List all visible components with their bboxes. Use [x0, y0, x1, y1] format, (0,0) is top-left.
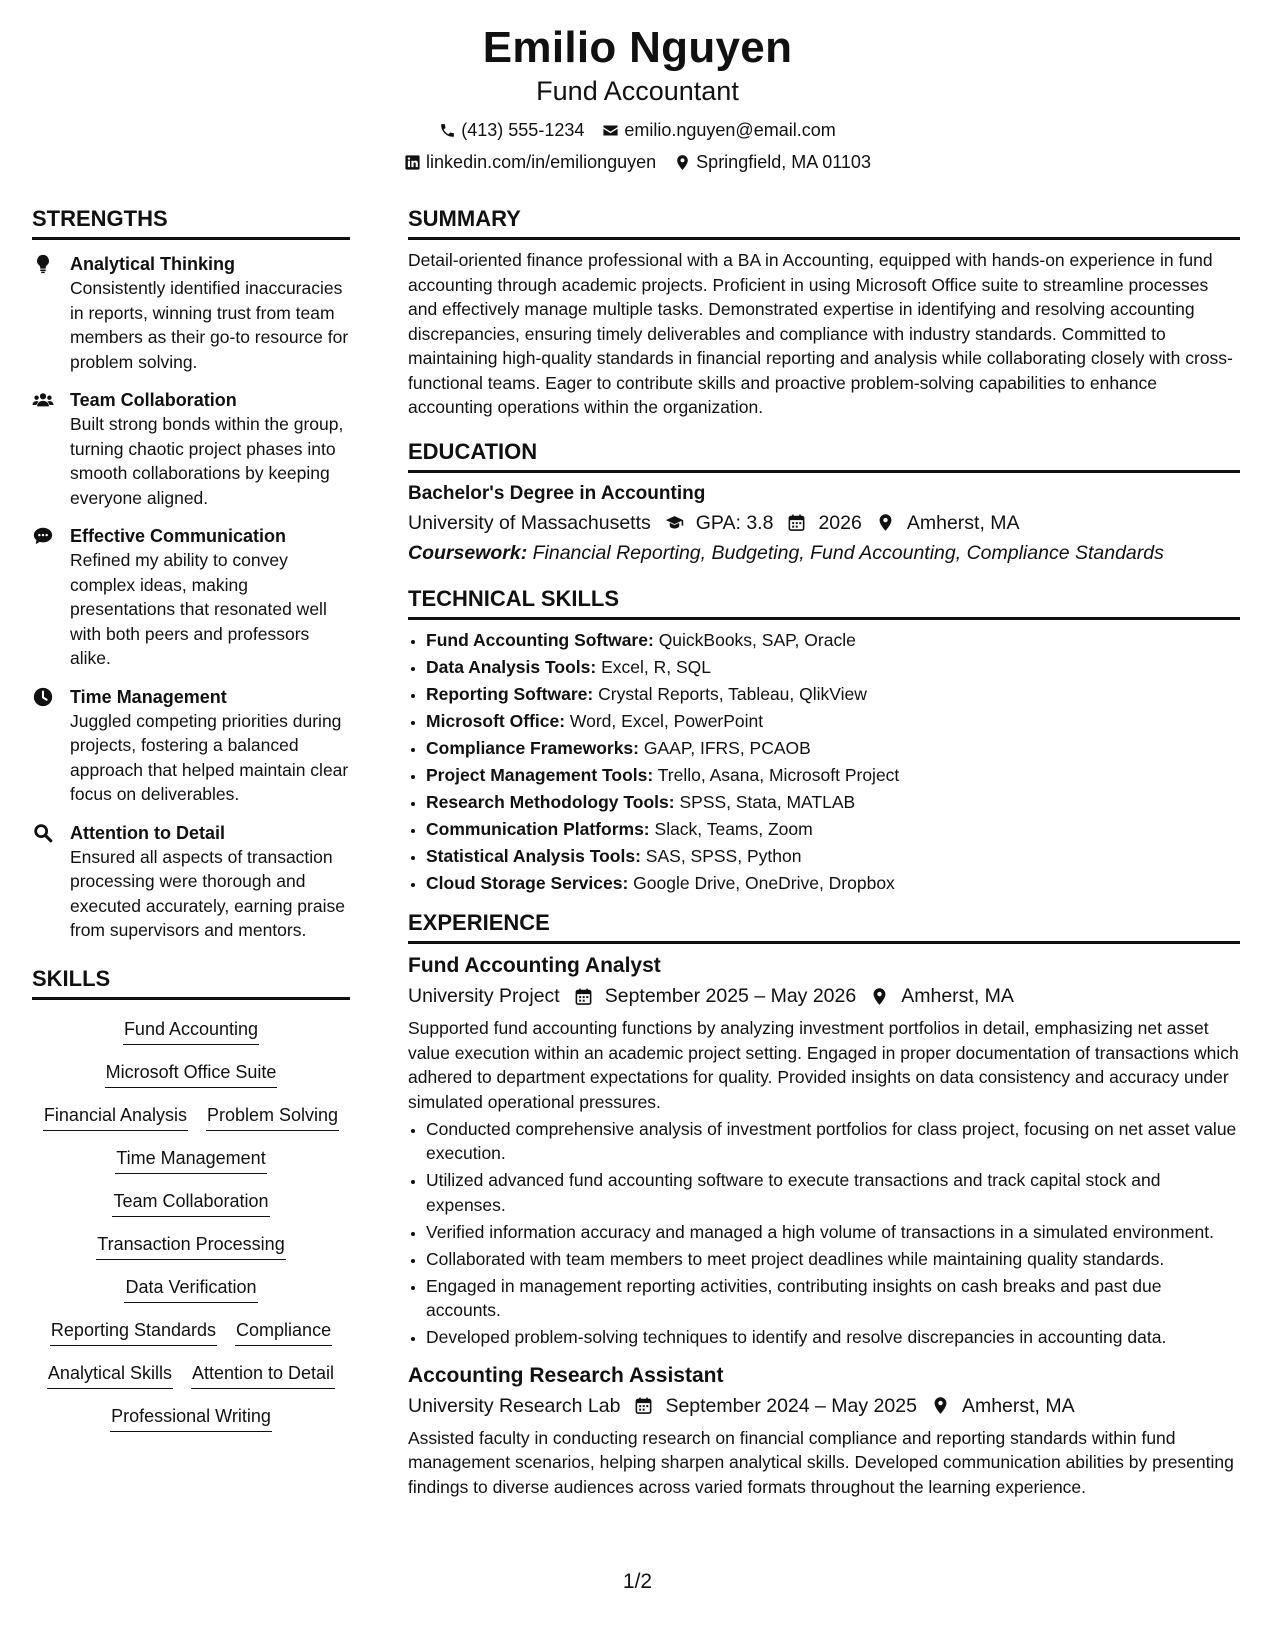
- strength-item: [32, 821, 350, 943]
- tech-skill-label: Data Analysis Tools:: [426, 656, 597, 677]
- skill-tag: Compliance: [235, 1319, 332, 1346]
- job-location: Amherst, MA: [961, 1394, 1075, 1417]
- list-item: [426, 628, 1240, 653]
- tech-skill-value: Slack, Teams, Zoom: [654, 818, 813, 839]
- tech-skill-value: Google Drive, OneDrive, Dropbox: [633, 872, 895, 893]
- skill-tag: Time Management: [115, 1147, 266, 1174]
- summary-heading: SUMMARY: [408, 205, 1240, 240]
- map-marker-icon: [674, 154, 691, 171]
- list-item: [426, 817, 1240, 842]
- list-item: [426, 709, 1240, 734]
- tech-skill-label: Project Management Tools:: [426, 764, 654, 785]
- contact-row-2: [0, 150, 1275, 174]
- comments-icon: [32, 525, 54, 547]
- skill-tags: [32, 1000, 350, 1432]
- skill-tag: Data Verification: [124, 1276, 257, 1303]
- strengths-heading: STRENGTHS: [32, 205, 350, 240]
- users-icon: [32, 389, 54, 411]
- tech-skill-label: Communication Platforms:: [426, 818, 650, 839]
- strength-item: [32, 388, 350, 510]
- right-column: [408, 205, 1240, 1499]
- job-dates: September 2024 – May 2025: [665, 1394, 917, 1417]
- skill-tag: Microsoft Office Suite: [105, 1061, 278, 1088]
- coursework-label: Coursework:: [408, 541, 528, 564]
- skill-tag: Attention to Detail: [191, 1362, 335, 1389]
- strength-title: Time Management: [70, 686, 227, 707]
- tech-skill-value: SPSS, Stata, MATLAB: [679, 791, 856, 812]
- clock-icon: [32, 686, 54, 708]
- graduation-cap-icon: [665, 513, 684, 532]
- strength-item: [32, 685, 350, 807]
- list-item: • Developed problem-solving techniques to identify and resolve discrepancies in accounting data.: [426, 1325, 1240, 1350]
- job-location: Amherst, MA: [901, 985, 1014, 1007]
- left-column: [32, 205, 350, 1432]
- tech-skill-value: QuickBooks, SAP, Oracle: [658, 629, 856, 650]
- list-item: • Verified information accuracy and managed a high volume of transactions in a simulated environment.: [426, 1220, 1240, 1245]
- skill-tag: Problem Solving: [206, 1104, 339, 1131]
- job-org: University Project: [408, 985, 560, 1007]
- job-description: Supported fund accounting functions by analyzing investment portfolios in detail, emphasizing net asset value execution within an academic project setting. Engaged in proper documentation of transactions which adhered to department expectations for quality. Provided insights on data consistency and accuracy under simulated operational pressures.: [408, 1018, 1239, 1112]
- location-contact: [674, 150, 871, 174]
- tech-skill-label: Compliance Frameworks:: [426, 737, 639, 758]
- strength-desc: Juggled competing priorities during projects, fostering a balanced approach that helped maintain clear focus on deliverables.: [70, 710, 349, 804]
- tech-skill-label: Cloud Storage Services:: [426, 872, 629, 893]
- coursework-list: Financial Reporting, Budgeting, Fund Accounting, Compliance Standards: [532, 541, 1164, 564]
- strength-title: Team Collaboration: [70, 390, 237, 410]
- gpa-text: GPA: 3.8: [695, 511, 774, 534]
- list-item: • Utilized advanced fund accounting software to execute transactions and track capital stock and expenses.: [426, 1168, 1240, 1217]
- degree-title: Bachelor's Degree in Accounting: [408, 482, 706, 504]
- linkedin-contact[interactable]: [404, 150, 656, 174]
- tech-skill-label: Microsoft Office:: [426, 710, 566, 731]
- calendar-icon: [634, 1396, 653, 1415]
- list-item: [426, 655, 1240, 680]
- map-marker-icon: [931, 1396, 950, 1415]
- tech-skill-label: Statistical Analysis Tools:: [426, 845, 641, 866]
- strength-item: [32, 252, 350, 374]
- calendar-icon: [574, 987, 593, 1006]
- list-item: • Engaged in management reporting activities, contributing insights on cash breaks and past due accounts.: [426, 1274, 1240, 1323]
- list-item: • Collaborated with team members to meet project deadlines while maintaining quality standards.: [426, 1247, 1240, 1272]
- calendar-icon: [787, 513, 806, 532]
- skill-tag: Transaction Processing: [96, 1233, 285, 1260]
- job-title: Accounting Research Assistant: [408, 1363, 724, 1387]
- tech-skill-value: Crystal Reports, Tableau, QlikView: [598, 683, 867, 704]
- summary-text: Detail-oriented finance professional with a BA in Accounting, equipped with hands-on experience in fund accounting through academic projects. Proficient in using Microsoft Office suite to streamline processes and effectively manage multiple tasks. Demonstrated expertise in identifying and resolving accounting discrepancies, ensuring timely deliverables and compliance with industry standards. Committed to maintaining high-quality standards in financial reporting and analysis while collaborating closely with cross-functional teams. Eager to contribute skills and proactive problem-solving capabilities to enhance accounting operations within the organization.: [408, 250, 1233, 417]
- job-meta: [408, 982, 1240, 1010]
- search-icon: [32, 822, 54, 844]
- linkedin-text[interactable]: linkedin.com/in/emilionguyen: [426, 152, 657, 172]
- email-text[interactable]: emilio.nguyen@email.com: [624, 120, 836, 140]
- graduation-year: 2026: [818, 511, 862, 534]
- skill-tag: Reporting Standards: [50, 1319, 217, 1346]
- job-dates: September 2025 – May 2026: [604, 985, 857, 1007]
- strength-item: [32, 524, 350, 671]
- job-description: Assisted faculty in conducting research on financial compliance and reporting standards within fund management scenarios, helping sharpen analytical skills. Developed communication abilities by presenting findings to diverse audiences across varied formats throughout the learning experience.: [408, 1427, 1234, 1497]
- experience-heading: EXPERIENCE: [408, 909, 1240, 944]
- email-contact[interactable]: [602, 118, 835, 142]
- tech-skill-value: Word, Excel, PowerPoint: [569, 710, 764, 731]
- technical-skills-heading: TECHNICAL SKILLS: [408, 585, 1240, 620]
- tech-skill-label: Research Methodology Tools:: [426, 791, 675, 812]
- location-text: Springfield, MA 01103: [696, 152, 871, 172]
- job-meta: [408, 1392, 1240, 1420]
- list-item: [426, 844, 1240, 869]
- map-marker-icon: [870, 987, 889, 1006]
- strength-title: Effective Communication: [70, 526, 287, 546]
- lightbulb-icon: [32, 253, 54, 275]
- tech-skill-value: Trello, Asana, Microsoft Project: [657, 764, 900, 785]
- job-bullets: [408, 1117, 1240, 1350]
- list-item: • Conducted comprehensive analysis of investment portfolios for class project, focusing on net asset value execution.: [426, 1117, 1240, 1166]
- tech-skill-value: Excel, R, SQL: [601, 656, 711, 677]
- strength-title: Attention to Detail: [70, 822, 225, 843]
- candidate-title: Fund Accountant: [536, 76, 739, 106]
- skill-tag: Professional Writing: [110, 1405, 272, 1432]
- skills-heading: SKILLS: [32, 965, 350, 1000]
- resume-header: [0, 22, 1275, 174]
- phone-text: (413) 555-1234: [461, 120, 585, 140]
- strength-title: Analytical Thinking: [70, 254, 236, 274]
- education-location: Amherst, MA: [906, 511, 1020, 534]
- strength-desc: Built strong bonds within the group, turning chaotic project phases into smooth collaborations by keeping everyone aligned.: [70, 414, 344, 508]
- candidate-name: Emilio Nguyen: [482, 23, 793, 72]
- strength-desc: Consistently identified inaccuracies in reports, winning trust from team members as their go-to resource for problem solving.: [70, 278, 349, 372]
- page-number: 1/2: [622, 1570, 653, 1593]
- skill-tag: Financial Analysis: [43, 1104, 188, 1131]
- skill-tag: Team Collaboration: [112, 1190, 269, 1217]
- job-title: Fund Accounting Analyst: [408, 954, 661, 977]
- list-item: [426, 763, 1240, 788]
- tech-skill-label: Fund Accounting Software:: [426, 629, 654, 650]
- list-item: [426, 871, 1240, 896]
- strength-desc: Ensured all aspects of transaction processing were thorough and executed accurately, earning praise from supervisors and mentors.: [70, 846, 345, 940]
- phone-icon: [439, 122, 456, 139]
- contact-row-1: [0, 118, 1275, 142]
- phone-contact: [439, 118, 584, 142]
- skill-tag: Fund Accounting: [123, 1018, 259, 1045]
- education-heading: EDUCATION: [408, 438, 1240, 473]
- list-item: [426, 736, 1240, 761]
- tech-skill-value: GAAP, IFRS, PCAOB: [643, 737, 811, 758]
- linkedin-icon: [404, 154, 421, 171]
- technical-skills-list: [408, 628, 1240, 896]
- skill-tag: Analytical Skills: [47, 1362, 173, 1389]
- strength-desc: Refined my ability to convey complex ideas, making presentations that resonated well with both peers and professors alike.: [70, 550, 327, 668]
- school-name: University of Massachusetts: [408, 511, 651, 534]
- map-marker-icon: [876, 513, 895, 532]
- list-item: [426, 682, 1240, 707]
- envelope-icon: [602, 122, 619, 139]
- education-meta: [408, 509, 1240, 537]
- tech-skill-label: Reporting Software:: [426, 683, 594, 704]
- list-item: [426, 790, 1240, 815]
- job-org: University Research Lab: [408, 1394, 621, 1417]
- tech-skill-value: SAS, SPSS, Python: [645, 845, 802, 866]
- coursework-line: [408, 539, 1240, 567]
